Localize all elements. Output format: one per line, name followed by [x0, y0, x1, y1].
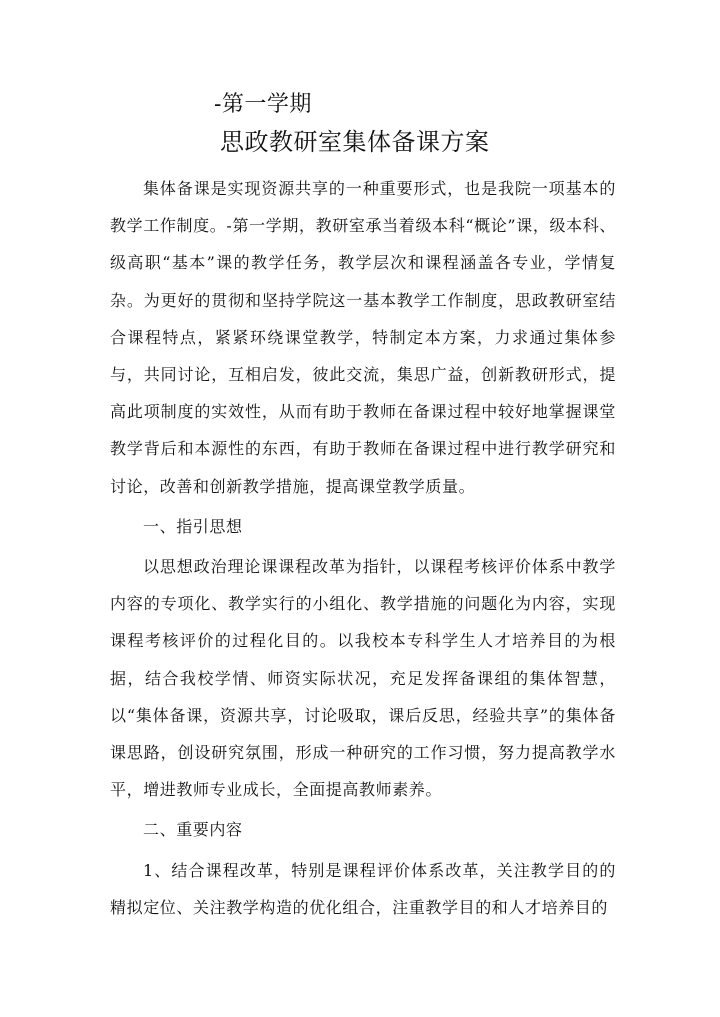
document-body — [110, 88, 616, 926]
guiding-thought-paragraph: 以思想政治理论课课程改革为指针，以课程考核评价体系中教学内容的专项化、教学实行的小组化、教学措施的问题化为内容，实现课程考核评价的过程化目的。以我校本专科学生人才培养目的为根据，结合我校学情、师资实际状况，充足发挥备课组的集体智慧，以“集体备课，资源共享，讨论吸取，课后反思，经验共享”的集体备课思路，创设研究氛围，形成一种研究的工作习惯，努力提高教学水平，增进教师专业成长，全面提高教师素养。 — [110, 557, 616, 800]
document-title: 思政教研室集体备课方案 — [220, 128, 490, 156]
intro-paragraph: 集体备课是实现资源共享的一种重要形式，也是我院一项基本的教学工作制度。-第一学期，教研室承当着级本科“概论”课，级本科、级高职“基本”课的教学任务，教学层次和课程涵盖各专业，学情复杂。为更好的贯彻和坚持学院这一基本教学工作制度，思政教研室结合课程特点，紧紧环绕课堂教学，特制定本方案，力求通过集体参与，共同讨论，互相启发，彼此交流，集思广益，创新教研形式，提高此项制度的实效性，从而有助于教师在备课过程中较好地掌握课堂教学背后和本源性的东西，有助于教师在备课过程中进行教学研究和讨论，改善和创新教学措施，提高课堂教学质量。 — [110, 179, 616, 496]
section-heading-guiding-thought: 一、指引思想 — [143, 516, 243, 536]
main-content-item-1: 1、结合课程改革，特别是课程评价体系改革，关注教学目的的精拟定位、关注教学构造的优化组合，注重教学目的和人才培养目的 — [110, 860, 616, 917]
semester-line: -第一学期 — [214, 92, 312, 117]
section-heading-main-content: 二、重要内容 — [143, 820, 243, 840]
